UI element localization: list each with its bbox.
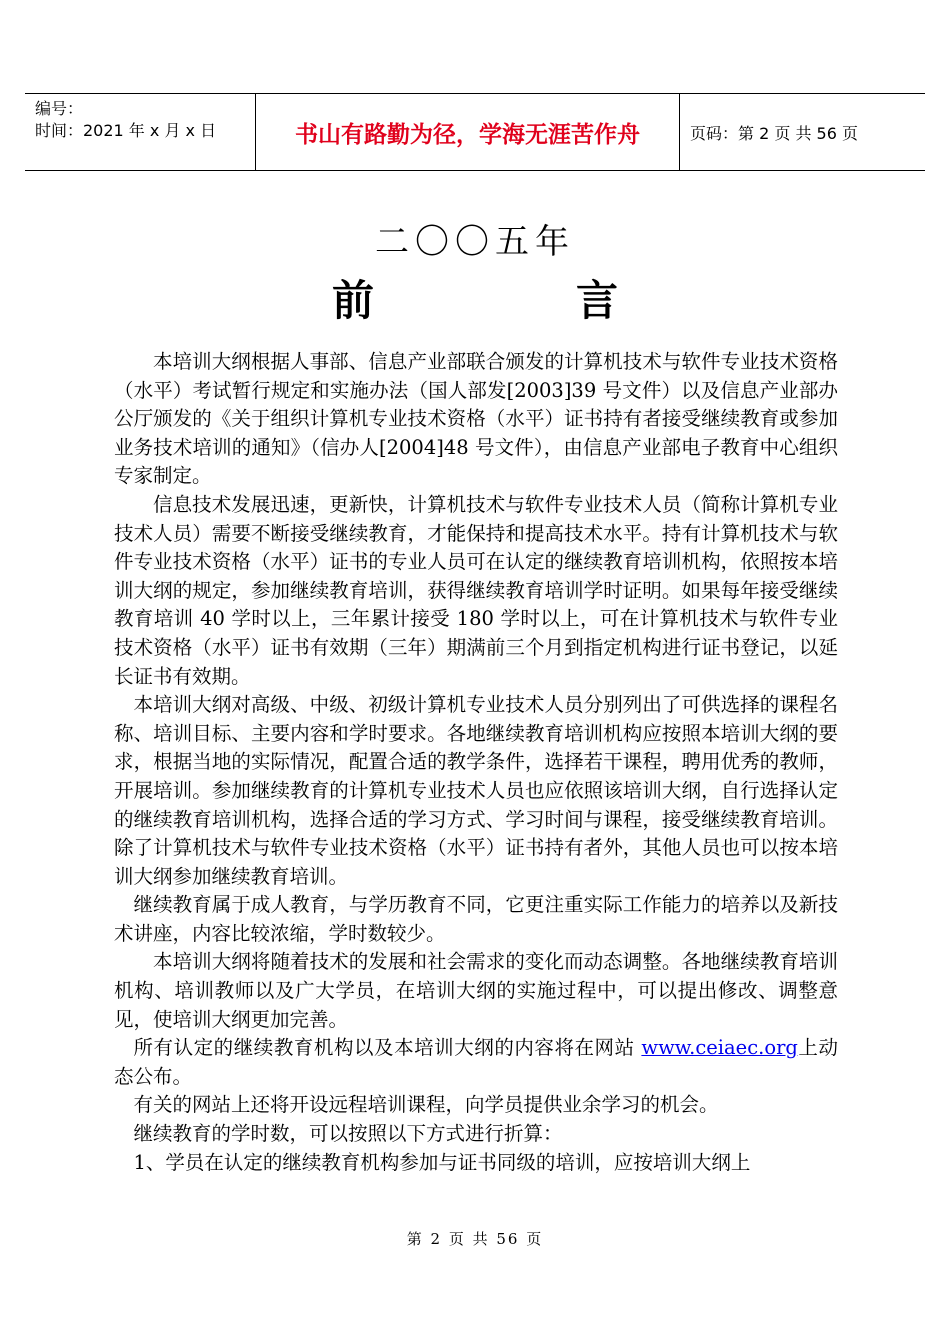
page-header bbox=[25, 93, 925, 171]
website-text-after: 上动态公布。 bbox=[114, 1036, 838, 1088]
document-year: 二〇〇五年 bbox=[375, 222, 575, 262]
header-page-info: 页码：第 2 页 共 56 页 bbox=[690, 123, 858, 143]
website-link[interactable]: www.ceiaec.org bbox=[641, 1036, 798, 1060]
paragraph: 有关的网站上还将开设远程培训课程，向学员提供业余学习的机会。 bbox=[133, 1093, 719, 1117]
header-motto: 书山有路勤为径，学海无涯苦作舟 bbox=[255, 94, 680, 170]
paragraph: 本培训大纲将随着技术的发展和社会需求的变化而动态调整。各地继续教育培训机构、培训教师以及广大学员，在培训大纲的实施过程中，可以提出修改、调整意见，使培训大纲更加完善。 bbox=[114, 950, 838, 1031]
website-text-before: 所有认定的继续教育机构以及本培训大纲的内容将在网站 bbox=[133, 1036, 642, 1060]
paragraph: 继续教育的学时数，可以按照以下方式进行折算： bbox=[133, 1122, 563, 1146]
time-label: 时间：2021 年 x 月 x 日 bbox=[35, 121, 217, 140]
document-body bbox=[114, 348, 838, 1177]
paragraph: 本培训大纲对高级、中级、初级计算机专业技术人员分别列出了可供选择的课程名称、培训目标、主要内容和学时要求。各地继续教育培训机构应按照本培训大纲的要求，根据当地的实际情况，配置合适的教学条件，选择若干课程，聘用优秀的教师，开展培训。参加继续教育的计算机专业技术人员也应依照该培训大纲，自行选择认定的继续教育培训机构，选择合适的学习方式、学习时间与课程，接受继续教育培训。除了计算机技术与软件专业技术资格（水平）证书持有者外，其他人员也可以按本培训大纲参加继续教育培训。 bbox=[114, 693, 838, 888]
paragraph: 本培训大纲根据人事部、信息产业部联合颁发的计算机技术与软件专业技术资格（水平）考试暂行规定和实施办法（国人部发[2003]39 号文件）以及信息产业部办公厅颁发的《关于组织计算机专业技术资格（水平）证书持有者接受继续教育或参加业务技术培训的通知》（信办人[2004]48 号文件），由信息产业部电子教育中心组织专家制定。 bbox=[114, 350, 838, 488]
page-footer: 第 2 页 共 56 页 bbox=[406, 1230, 544, 1248]
header-meta bbox=[25, 94, 255, 170]
paragraph: 信息技术发展迅速，更新快，计算机技术与软件专业技术人员（简称计算机专业技术人员）需要不断接受继续教育，才能保持和提高技术水平。持有计算机技术与软件专业技术资格（水平）证书的专业人员可在认定的继续教育培训机构，依照按本培训大纲的规定，参加继续教育培训，获得继续教育培训学时证明。如果每年接受继续教育培训 40 学时以上，三年累计接受 180 学时以上，可在计算机技术与软件专业技术资格（水平）证书有效期（三年）期满前三个月到指定机构进行证书登记，以延长证书有效期。 bbox=[114, 492, 838, 688]
paragraph: 继续教育属于成人教育，与学历教育不同，它更注重实际工作能力的培养以及新技术讲座，内容比较浓缩，学时数较少。 bbox=[114, 893, 838, 945]
document-title: 前 言 bbox=[331, 276, 698, 325]
website-paragraph bbox=[114, 1034, 838, 1091]
number-label: 编号： bbox=[35, 99, 84, 118]
paragraph: 1、学员在认定的继续教育机构参加与证书同级的培训，应按培训大纲上 bbox=[133, 1150, 751, 1174]
